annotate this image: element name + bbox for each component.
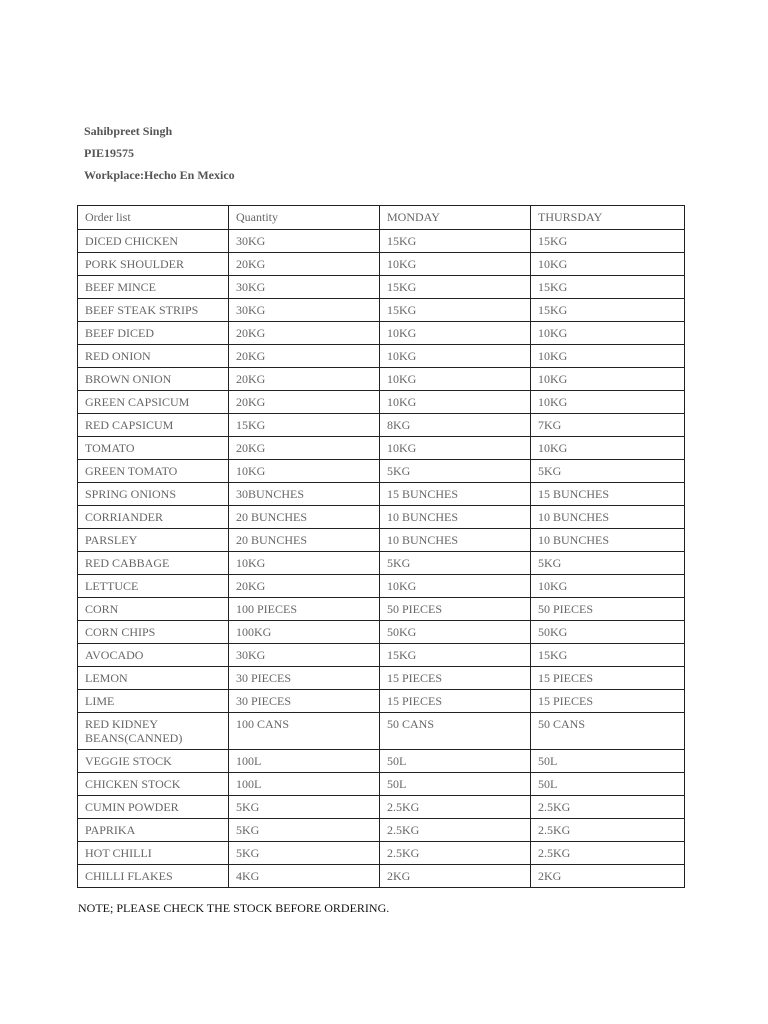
thursday-cell: 5KG — [531, 460, 685, 483]
table-row — [78, 414, 685, 437]
item-name-cell: LETTUCE — [78, 575, 229, 598]
table-row — [78, 230, 685, 253]
thursday-cell: 2.5KG — [531, 796, 685, 819]
author-name: Sahibpreet Singh — [84, 124, 173, 138]
monday-cell: 10KG — [380, 391, 531, 414]
thursday-cell: 50L — [531, 773, 685, 796]
item-name-cell: PORK SHOULDER — [78, 253, 229, 276]
thursday-cell: 10KG — [531, 345, 685, 368]
item-name-cell: TOMATO — [78, 437, 229, 460]
monday-cell: 5KG — [380, 460, 531, 483]
quantity-cell: 5KG — [229, 842, 380, 865]
quantity-cell: 30 PIECES — [229, 690, 380, 713]
document-header — [84, 122, 235, 188]
thursday-cell: 10 BUNCHES — [531, 506, 685, 529]
column-header-order-list: Order list — [78, 206, 229, 230]
item-name-cell: GREEN TOMATO — [78, 460, 229, 483]
thursday-cell: 7KG — [531, 414, 685, 437]
order-table — [77, 205, 685, 888]
monday-cell: 10KG — [380, 437, 531, 460]
table-row — [78, 750, 685, 773]
monday-cell: 10KG — [380, 322, 531, 345]
table-row — [78, 437, 685, 460]
item-name-cell: LIME — [78, 690, 229, 713]
thursday-cell: 15 PIECES — [531, 690, 685, 713]
item-name-cell: PAPRIKA — [78, 819, 229, 842]
monday-cell: 8KG — [380, 414, 531, 437]
item-name-cell: BEEF DICED — [78, 322, 229, 345]
quantity-cell: 100 PIECES — [229, 598, 380, 621]
thursday-cell: 2.5KG — [531, 842, 685, 865]
item-name-cell: DICED CHICKEN — [78, 230, 229, 253]
workplace-line: Workplace:Hecho En Mexico — [84, 168, 235, 182]
quantity-cell: 100L — [229, 773, 380, 796]
table-row — [78, 483, 685, 506]
monday-cell: 50L — [380, 750, 531, 773]
table-row — [78, 276, 685, 299]
table-row — [78, 773, 685, 796]
quantity-cell: 20KG — [229, 575, 380, 598]
monday-cell: 50KG — [380, 621, 531, 644]
thursday-cell: 50 CANS — [531, 713, 685, 750]
quantity-cell: 100L — [229, 750, 380, 773]
quantity-cell: 20KG — [229, 437, 380, 460]
monday-cell: 15KG — [380, 644, 531, 667]
thursday-cell: 15KG — [531, 299, 685, 322]
table-row — [78, 391, 685, 414]
quantity-cell: 30KG — [229, 644, 380, 667]
item-name-cell: AVOCADO — [78, 644, 229, 667]
quantity-cell: 30 PIECES — [229, 667, 380, 690]
thursday-cell: 50L — [531, 750, 685, 773]
monday-cell: 15KG — [380, 230, 531, 253]
item-name-cell: BEEF MINCE — [78, 276, 229, 299]
stock-note: NOTE; PLEASE CHECK THE STOCK BEFORE ORDERING. — [78, 901, 390, 915]
table-row — [78, 368, 685, 391]
monday-cell: 15 BUNCHES — [380, 483, 531, 506]
monday-cell: 15 PIECES — [380, 690, 531, 713]
column-header-quantity: Quantity — [229, 206, 380, 230]
quantity-cell: 10KG — [229, 552, 380, 575]
item-name-cell: CHILLI FLAKES — [78, 865, 229, 888]
column-header-thursday: THURSDAY — [531, 206, 685, 230]
item-name-cell: BROWN ONION — [78, 368, 229, 391]
thursday-cell: 10KG — [531, 575, 685, 598]
quantity-cell: 4KG — [229, 865, 380, 888]
quantity-cell: 5KG — [229, 796, 380, 819]
table-row — [78, 253, 685, 276]
table-row — [78, 506, 685, 529]
table-row — [78, 552, 685, 575]
table-row — [78, 345, 685, 368]
quantity-cell: 100KG — [229, 621, 380, 644]
item-name-cell: HOT CHILLI — [78, 842, 229, 865]
item-name-cell: CORN — [78, 598, 229, 621]
thursday-cell: 10KG — [531, 437, 685, 460]
quantity-cell: 20 BUNCHES — [229, 529, 380, 552]
monday-cell: 50 PIECES — [380, 598, 531, 621]
table-row — [78, 842, 685, 865]
monday-cell: 10 BUNCHES — [380, 529, 531, 552]
thursday-cell: 10KG — [531, 391, 685, 414]
quantity-cell: 20KG — [229, 345, 380, 368]
item-name-cell: LEMON — [78, 667, 229, 690]
monday-cell: 10KG — [380, 368, 531, 391]
column-header-monday: MONDAY — [380, 206, 531, 230]
item-name-cell: RED KIDNEY BEANS(CANNED) — [78, 713, 229, 750]
monday-cell: 50 CANS — [380, 713, 531, 750]
quantity-cell: 30KG — [229, 299, 380, 322]
item-name-cell: CORN CHIPS — [78, 621, 229, 644]
quantity-cell: 30KG — [229, 230, 380, 253]
monday-cell: 2.5KG — [380, 842, 531, 865]
thursday-cell: 10KG — [531, 368, 685, 391]
table-header-row — [78, 206, 685, 230]
quantity-cell: 100 CANS — [229, 713, 380, 750]
quantity-cell: 30KG — [229, 276, 380, 299]
thursday-cell: 2.5KG — [531, 819, 685, 842]
item-name-cell: PARSLEY — [78, 529, 229, 552]
table-row — [78, 299, 685, 322]
thursday-cell: 15 BUNCHES — [531, 483, 685, 506]
quantity-cell: 20KG — [229, 391, 380, 414]
monday-cell: 10KG — [380, 345, 531, 368]
quantity-cell: 10KG — [229, 460, 380, 483]
table-row — [78, 865, 685, 888]
quantity-cell: 20KG — [229, 368, 380, 391]
item-name-cell: VEGGIE STOCK — [78, 750, 229, 773]
monday-cell: 2.5KG — [380, 796, 531, 819]
item-name-cell: SPRING ONIONS — [78, 483, 229, 506]
monday-cell: 10 BUNCHES — [380, 506, 531, 529]
author-id: PIE19575 — [84, 146, 135, 160]
table-row — [78, 529, 685, 552]
thursday-cell: 10KG — [531, 253, 685, 276]
thursday-cell: 15KG — [531, 644, 685, 667]
table-row — [78, 598, 685, 621]
item-name-cell: CUMIN POWDER — [78, 796, 229, 819]
item-name-cell: BEEF STEAK STRIPS — [78, 299, 229, 322]
monday-cell: 10KG — [380, 253, 531, 276]
quantity-cell: 30BUNCHES — [229, 483, 380, 506]
quantity-cell: 20 BUNCHES — [229, 506, 380, 529]
monday-cell: 10KG — [380, 575, 531, 598]
thursday-cell: 5KG — [531, 552, 685, 575]
table-row — [78, 621, 685, 644]
quantity-cell: 20KG — [229, 322, 380, 345]
quantity-cell: 15KG — [229, 414, 380, 437]
item-name-cell: RED ONION — [78, 345, 229, 368]
item-name-cell: RED CABBAGE — [78, 552, 229, 575]
table-row — [78, 690, 685, 713]
item-name-cell: CORRIANDER — [78, 506, 229, 529]
monday-cell: 5KG — [380, 552, 531, 575]
table-row — [78, 322, 685, 345]
monday-cell: 2.5KG — [380, 819, 531, 842]
thursday-cell: 2KG — [531, 865, 685, 888]
thursday-cell: 10 BUNCHES — [531, 529, 685, 552]
table-row — [78, 819, 685, 842]
item-name-cell: RED CAPSICUM — [78, 414, 229, 437]
monday-cell: 15KG — [380, 276, 531, 299]
monday-cell: 15 PIECES — [380, 667, 531, 690]
thursday-cell: 50 PIECES — [531, 598, 685, 621]
item-name-cell: GREEN CAPSICUM — [78, 391, 229, 414]
table-row — [78, 575, 685, 598]
table-row — [78, 667, 685, 690]
thursday-cell: 50KG — [531, 621, 685, 644]
thursday-cell: 15KG — [531, 276, 685, 299]
monday-cell: 15KG — [380, 299, 531, 322]
monday-cell: 2KG — [380, 865, 531, 888]
table-row — [78, 644, 685, 667]
order-table-body — [78, 230, 685, 888]
quantity-cell: 5KG — [229, 819, 380, 842]
quantity-cell: 20KG — [229, 253, 380, 276]
table-row — [78, 713, 685, 750]
thursday-cell: 15 PIECES — [531, 667, 685, 690]
thursday-cell: 15KG — [531, 230, 685, 253]
thursday-cell: 10KG — [531, 322, 685, 345]
table-row — [78, 460, 685, 483]
monday-cell: 50L — [380, 773, 531, 796]
item-name-cell: CHICKEN STOCK — [78, 773, 229, 796]
table-row — [78, 796, 685, 819]
